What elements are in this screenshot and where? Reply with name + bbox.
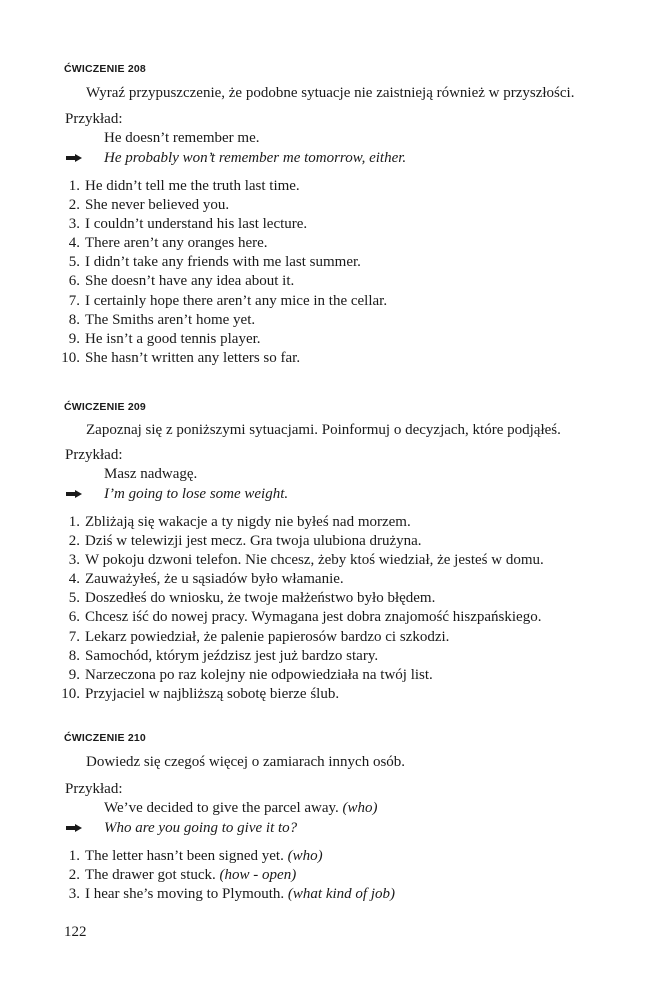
item-number: 8. — [68, 311, 80, 328]
item-number: 7. — [68, 292, 80, 309]
exercise-instruction: Wyraź przypuszczenie, że podobne sytuacje nie zaistnieją również w przyszłości. — [86, 85, 575, 101]
item-number: 1. — [68, 178, 80, 194]
example-prompt-line — [104, 799, 378, 818]
example-answer: Who are you going to give it to? — [104, 820, 298, 836]
item-text: The letter hasn’t been signed yet. — [85, 848, 284, 864]
item-text: Zauważyłeś, że u sąsiadów było włamanie. — [85, 571, 344, 588]
item-number: 9. — [68, 330, 80, 347]
item-text: He isn’t a good tennis player. — [85, 330, 261, 347]
item-text: The drawer got stuck. — [85, 867, 216, 884]
item-hint: (how - open) — [219, 867, 297, 884]
item-text: Przyjaciel w najbliższą sobotę bierze ślub. — [85, 685, 340, 702]
example-answer: I’m going to lose some weight. — [104, 486, 289, 502]
list-item — [60, 885, 660, 904]
list-item — [60, 570, 660, 589]
item-text: Narzeczona po raz kolejny nie odpowiedziała na twój list. — [85, 666, 433, 683]
item-number: 2. — [68, 533, 80, 550]
example-prompt: We’ve decided to give the parcel away. — [104, 800, 339, 816]
exercise-items — [60, 847, 660, 904]
item-number: 9. — [68, 666, 80, 683]
item-text: Zbliżają się wakacje a ty nigdy nie byłeś nad morzem. — [85, 514, 411, 530]
exercise-items — [60, 177, 660, 368]
item-text-line — [85, 866, 296, 885]
list-item — [60, 253, 660, 272]
exercise-heading: ĆWICZENIE 209 — [64, 401, 146, 413]
list-item — [60, 647, 660, 666]
list-item — [60, 628, 660, 647]
exercise-instruction: Dowiedz się czegoś więcej o zamiarach innych osób. — [86, 754, 406, 770]
exercise-heading: ĆWICZENIE 210 — [64, 732, 146, 744]
item-number: 3. — [68, 216, 80, 233]
item-text: I hear she’s moving to Plymouth. — [85, 886, 285, 903]
item-text: He didn’t tell me the truth last time. — [85, 178, 300, 194]
item-number: 2. — [68, 197, 80, 214]
example-label: Przykład: — [65, 111, 123, 127]
list-item — [60, 349, 660, 368]
item-text-line — [85, 885, 395, 904]
item-number: 6. — [68, 273, 80, 290]
item-text: The Smiths aren’t home yet. — [85, 311, 256, 328]
item-text-line — [85, 847, 323, 866]
list-item — [60, 551, 660, 570]
example-prompt: Masz nadwagę. — [104, 466, 198, 482]
item-text: There aren’t any oranges here. — [85, 235, 268, 252]
item-text: She never believed you. — [85, 197, 230, 214]
item-number: 5. — [68, 254, 80, 271]
list-item — [60, 215, 660, 234]
item-text: I certainly hope there aren’t any mice in the cellar. — [85, 292, 388, 309]
example-prompt: He doesn’t remember me. — [104, 130, 260, 146]
list-item — [60, 330, 660, 349]
pointing-hand-arrow-icon — [66, 154, 82, 162]
list-item — [60, 608, 660, 627]
list-item — [60, 311, 660, 330]
list-item — [60, 532, 660, 551]
exercise-items — [60, 513, 660, 704]
item-number: 3. — [68, 886, 80, 903]
list-item — [60, 866, 660, 885]
item-text: W pokoju dzwoni telefon. Nie chcesz, żeby ktoś wiedział, że jesteś w domu. — [85, 552, 544, 569]
exercise-heading: ĆWICZENIE 208 — [64, 63, 146, 75]
item-text: Chcesz iść do nowej pracy. Wymagana jest dobra znajomość hiszpańskiego. — [85, 609, 542, 626]
item-number: 4. — [68, 235, 80, 252]
item-text: Dziś w telewizji jest mecz. Gra twoja ulubiona drużyna. — [85, 533, 422, 550]
item-text: I couldn’t understand his last lecture. — [85, 216, 308, 233]
list-item — [60, 272, 660, 291]
item-number: 1. — [68, 848, 80, 864]
list-item — [60, 589, 660, 608]
pointing-hand-arrow-icon — [66, 824, 82, 832]
item-text: Samochód, którym jeździsz jest już bardzo stary. — [85, 647, 379, 664]
list-item — [60, 196, 660, 215]
item-number: 4. — [68, 571, 80, 588]
example-prompt-hint: (who) — [342, 800, 378, 816]
exercise-instruction: Zapoznaj się z poniższymi sytuacjami. Poinformuj o decyzjach, które podjąłeś. — [86, 422, 561, 438]
item-text: I didn’t take any friends with me last summer. — [85, 254, 361, 271]
list-item — [60, 847, 660, 866]
item-text: She doesn’t have any idea about it. — [85, 273, 295, 290]
item-number: 3. — [68, 552, 80, 569]
item-text: Doszedłeś do wniosku, że twoje małżeństwo było błędem. — [85, 590, 436, 607]
item-text: Lekarz powiedział, że palenie papierosów bardzo ci szkodzi. — [85, 628, 450, 645]
example-label: Przykład: — [65, 447, 123, 463]
item-number: 10. — [61, 349, 80, 366]
page-number: 122 — [64, 924, 87, 940]
item-number: 5. — [68, 590, 80, 607]
list-item — [60, 666, 660, 685]
item-number: 10. — [61, 685, 80, 702]
list-item — [60, 234, 660, 253]
pointing-hand-arrow-icon — [66, 490, 82, 498]
item-text: She hasn’t written any letters so far. — [85, 349, 301, 366]
item-number: 8. — [68, 647, 80, 664]
list-item — [60, 513, 660, 532]
list-item — [60, 292, 660, 311]
item-number: 2. — [68, 867, 80, 884]
example-answer: He probably won’t remember me tomorrow, either. — [104, 150, 407, 166]
item-number: 1. — [68, 514, 80, 530]
item-number: 7. — [68, 628, 80, 645]
example-label: Przykład: — [65, 781, 123, 797]
item-hint: (what kind of job) — [287, 886, 395, 903]
list-item — [60, 177, 660, 196]
item-number: 6. — [68, 609, 80, 626]
list-item — [60, 685, 660, 704]
item-hint: (who) — [287, 848, 323, 864]
